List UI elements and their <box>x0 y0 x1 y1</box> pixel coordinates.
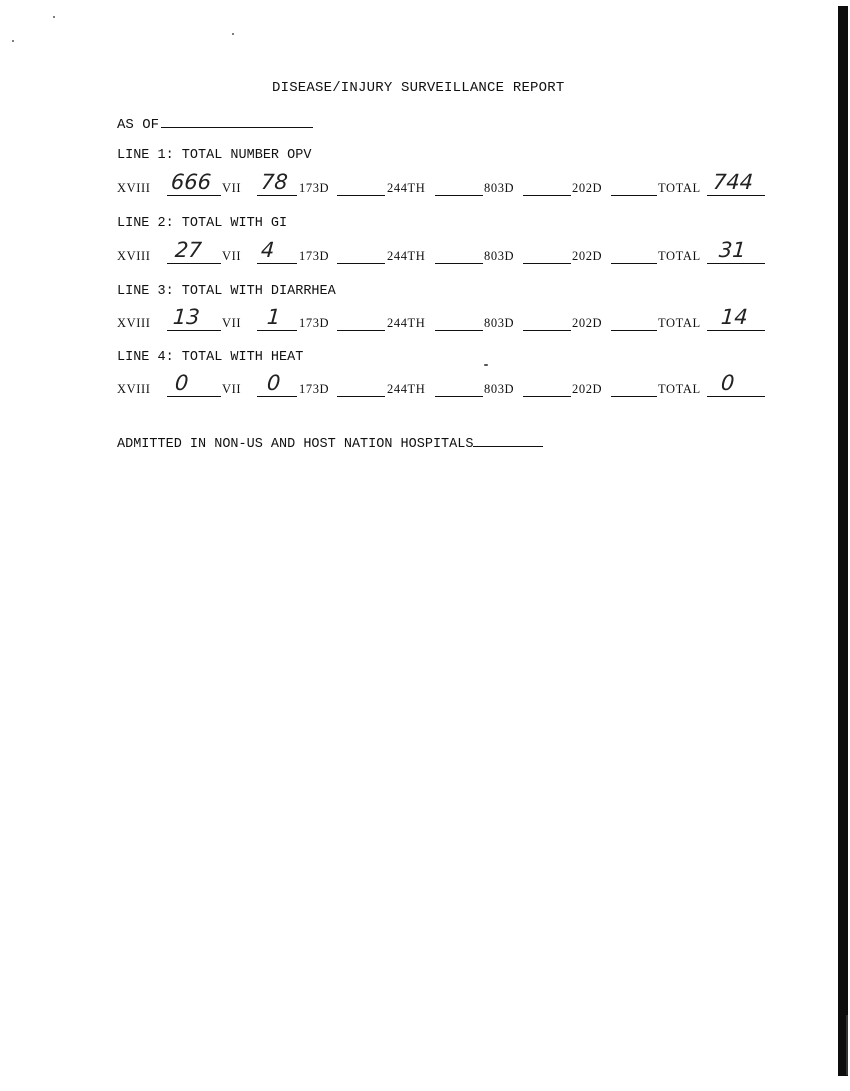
unit-vii-label: VII <box>222 316 242 330</box>
173d-blank <box>337 395 385 397</box>
unit-173d-label: 173D <box>299 382 330 396</box>
line-4-row <box>117 373 777 401</box>
vii-blank <box>257 395 297 397</box>
xviii-blank <box>167 329 221 331</box>
244th-blank <box>435 329 483 331</box>
admitted-label: ADMITTED IN NON-US AND HOST NATION HOSPITALS <box>117 437 474 452</box>
line-1-vii-value: 78 <box>260 170 289 194</box>
line-3-vii-value: 1 <box>266 305 282 329</box>
scan-speck <box>232 33 234 35</box>
unit-total-label: TOTAL <box>658 181 701 195</box>
report-title: DISEASE/INJURY SURVEILLANCE REPORT <box>272 80 565 96</box>
unit-244th-label: 244TH <box>387 382 426 396</box>
unit-total-label: TOTAL <box>658 249 701 263</box>
803d-blank <box>523 262 571 264</box>
xviii-blank <box>167 194 221 196</box>
unit-202d-label: 202D <box>572 181 603 195</box>
line-3-total-value: 14 <box>720 305 749 329</box>
244th-blank <box>435 194 483 196</box>
unit-total-label: TOTAL <box>658 316 701 330</box>
202d-blank <box>611 395 657 397</box>
unit-xviii-label: XVIII <box>117 249 151 263</box>
total-blank <box>707 262 765 264</box>
total-blank <box>707 329 765 331</box>
202d-blank <box>611 329 657 331</box>
line-3-row <box>117 307 777 335</box>
scan-speck <box>53 16 55 18</box>
unit-803d-label: 803D <box>484 316 515 330</box>
xviii-blank <box>167 395 221 397</box>
803d-blank <box>523 329 571 331</box>
unit-803d-label: 803D <box>484 181 515 195</box>
admitted-field <box>117 434 543 452</box>
as-of-field <box>117 113 313 133</box>
line-2-label: LINE 2: TOTAL WITH GI <box>117 216 288 231</box>
scan-edge-mark <box>846 1015 848 1075</box>
xviii-blank <box>167 262 221 264</box>
unit-vii-label: VII <box>222 249 242 263</box>
unit-244th-label: 244TH <box>387 249 426 263</box>
unit-244th-label: 244TH <box>387 181 426 195</box>
803d-blank <box>523 194 571 196</box>
unit-202d-label: 202D <box>572 316 603 330</box>
as-of-blank <box>161 113 313 128</box>
as-of-label: AS OF <box>117 117 160 133</box>
vii-blank <box>257 194 297 196</box>
unit-xviii-label: XVIII <box>117 316 151 330</box>
unit-xviii-label: XVIII <box>117 181 151 195</box>
line-1-row <box>117 172 777 200</box>
unit-803d-label: 803D <box>484 249 515 263</box>
unit-vii-label: VII <box>222 181 242 195</box>
line-2-total-value: 31 <box>718 238 747 262</box>
202d-blank <box>611 194 657 196</box>
803d-blank <box>523 395 571 397</box>
unit-202d-label: 202D <box>572 249 603 263</box>
scan-speck <box>484 364 488 366</box>
vii-blank <box>257 262 297 264</box>
unit-vii-label: VII <box>222 382 242 396</box>
unit-xviii-label: XVIII <box>117 382 151 396</box>
line-4-xviii-value: 0 <box>174 371 190 395</box>
line-4-total-value: 0 <box>720 371 736 395</box>
scan-speck <box>12 40 14 42</box>
unit-173d-label: 173D <box>299 181 330 195</box>
173d-blank <box>337 262 385 264</box>
scan-edge-bar <box>838 6 848 1076</box>
unit-202d-label: 202D <box>572 382 603 396</box>
line-2-row <box>117 240 777 268</box>
line-1-xviii-value: 666 <box>170 170 212 194</box>
line-3-xviii-value: 13 <box>172 305 201 329</box>
unit-803d-label: 803D <box>484 382 515 396</box>
unit-244th-label: 244TH <box>387 316 426 330</box>
244th-blank <box>435 395 483 397</box>
admitted-blank <box>473 434 543 447</box>
total-blank <box>707 194 765 196</box>
line-4-vii-value: 0 <box>266 371 282 395</box>
total-blank <box>707 395 765 397</box>
line-1-label: LINE 1: TOTAL NUMBER OPV <box>117 148 312 163</box>
173d-blank <box>337 194 385 196</box>
line-2-xviii-value: 27 <box>174 238 203 262</box>
unit-173d-label: 173D <box>299 316 330 330</box>
173d-blank <box>337 329 385 331</box>
unit-173d-label: 173D <box>299 249 330 263</box>
unit-total-label: TOTAL <box>658 382 701 396</box>
line-3-label: LINE 3: TOTAL WITH DIARRHEA <box>117 284 336 299</box>
202d-blank <box>611 262 657 264</box>
244th-blank <box>435 262 483 264</box>
line-4-label: LINE 4: TOTAL WITH HEAT <box>117 350 304 365</box>
line-2-vii-value: 4 <box>260 238 276 262</box>
line-1-total-value: 744 <box>712 170 754 194</box>
vii-blank <box>257 329 297 331</box>
